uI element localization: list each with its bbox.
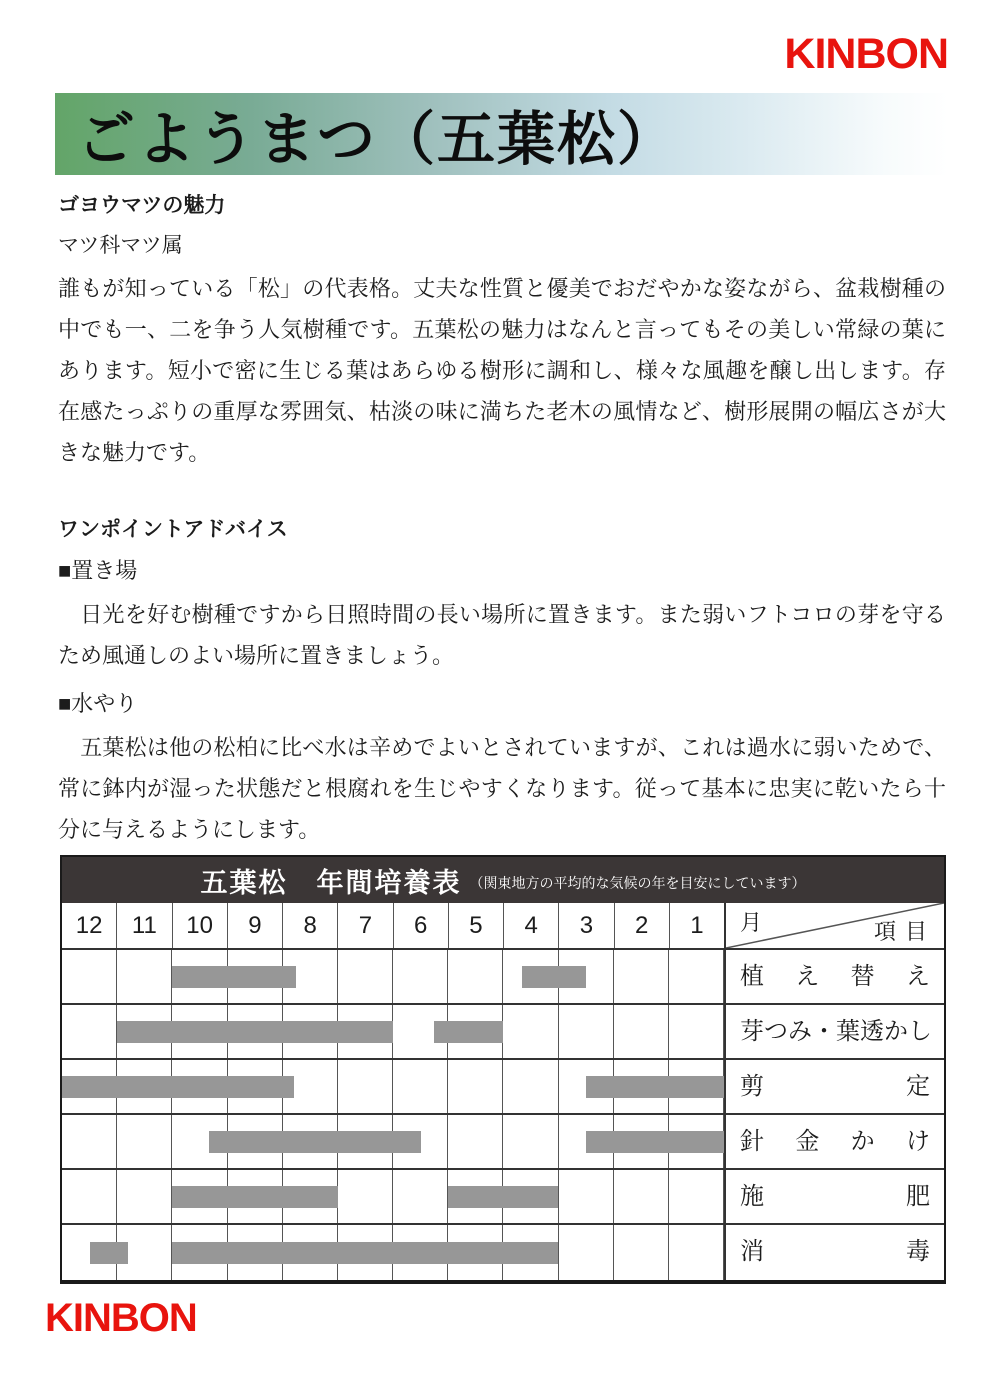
calendar-row [62,1005,944,1060]
intro-heading: ゴヨウマツの魅力 [58,194,226,217]
kinbon-logo-top: KINBON [784,30,948,78]
cultivation-calendar-table [60,855,946,1284]
calendar-cell [448,1115,503,1168]
calendar-cell [559,1225,614,1280]
calendar-row [62,1170,944,1225]
calendar-row [62,1115,944,1170]
calendar-activity-bar [90,1242,129,1264]
calendar-activity-bar [117,1021,393,1043]
calendar-activity-bar [172,1186,338,1208]
calendar-row-track [62,1115,724,1168]
calendar-activity-bar [434,1021,503,1043]
calendar-activity-bar [172,1242,558,1264]
calendar-subtitle: （関東地方の平均的な気候の年を目安にしています） [469,875,806,891]
calendar-month-11: 11 [117,903,172,948]
calendar-row-label: 針金かけ [724,1115,944,1168]
calendar-cell [62,1005,117,1058]
advice-subheading-placement: ■置き場 [58,558,138,583]
advice-heading: ワンポイントアドバイス [58,518,288,541]
calendar-cell [393,1060,448,1113]
calendar-month-5: 5 [449,903,504,948]
calendar-month-6: 6 [394,903,449,948]
calendar-cell [669,950,724,1003]
advice-paragraph-placement: 日光を好む樹種ですから日照時間の長い場所に置きます。また弱いフトコロの芽を守るため風通しのよい場所に置きましょう。 [58,602,946,668]
calendar-months [62,903,724,948]
calendar-cell [614,950,669,1003]
calendar-month-3: 3 [559,903,614,948]
calendar-cell [62,1170,117,1223]
kinbon-logo-bottom: KINBON [45,1296,197,1340]
calendar-cell [448,950,503,1003]
calendar-month-2: 2 [615,903,670,948]
calendar-row-track [62,1060,724,1113]
calendar-corner-cell [724,903,944,948]
calendar-row-label: 施肥 [724,1170,944,1223]
calendar-cell [669,1170,724,1223]
calendar-row-track [62,950,724,1003]
calendar-cell [117,1115,172,1168]
calendar-month-7: 7 [338,903,393,948]
calendar-row [62,1060,944,1115]
calendar-activity-bar [172,966,296,988]
calendar-month-12: 12 [62,903,117,948]
calendar-rows [62,950,944,1280]
calendar-cell [338,1060,393,1113]
calendar-cell [338,950,393,1003]
calendar-cell [503,1005,558,1058]
calendar-cell [338,1170,393,1223]
calendar-cell [117,1170,172,1223]
calendar-cell [614,1005,669,1058]
corner-item-label: 項目 [873,919,936,944]
calendar-cell [62,950,117,1003]
calendar-cell [448,1060,503,1113]
calendar-row [62,1225,944,1280]
calendar-title: 五葉松 年間培養表 [200,867,462,898]
calendar-cell [503,1060,558,1113]
calendar-month-1: 1 [690,911,704,939]
calendar-cell [669,1005,724,1058]
calendar-cell [393,1170,448,1223]
calendar-cell [614,1170,669,1223]
calendar-month-10: 10 [173,903,228,948]
calendar-cell [393,950,448,1003]
title-banner [55,93,948,175]
calendar-row-track [62,1170,724,1223]
page-title: ごようまつ（五葉松） [77,107,678,172]
calendar-row [62,950,944,1005]
calendar-title-bar [62,857,944,903]
calendar-cell [62,1115,117,1168]
calendar-month-8: 8 [283,903,338,948]
advice-paragraph-watering: 五葉松は他の松柏に比べ水は辛めでよいとされていますが、これは過水に弱いためで、常に鉢内が湿った状態だと根腐れを生じやすくなります。従って基本に忠実に乾いたら十分に与えるようにします。 [58,735,946,842]
calendar-month-9: 9 [228,903,283,948]
advice-subheading-watering: ■水やり [58,691,138,716]
calendar-activity-bar [522,966,587,988]
calendar-activity-bar [586,1076,724,1098]
corner-month-label: 月 [740,910,763,935]
calendar-activity-bar [586,1131,724,1153]
body-content [58,193,946,850]
calendar-row-label: 消毒 [724,1225,944,1280]
calendar-month-header-row [62,903,944,950]
calendar-activity-bar [209,1131,420,1153]
calendar-row-label: 芽つみ・葉透かし [724,1005,946,1058]
taxonomy-line: マツ科マツ属 [58,234,183,257]
calendar-cell [669,1225,724,1280]
calendar-cell [117,950,172,1003]
calendar-row-label: 剪定 [724,1060,944,1113]
calendar-row-track [62,1225,724,1280]
calendar-cell [614,1225,669,1280]
calendar-activity-bar [448,1186,558,1208]
calendar-row-track [62,1005,724,1058]
intro-paragraph: 誰もが知っている「松」の代表格。丈夫な性質と優美でおだやかな姿ながら、盆栽樹種の中でも一、二を争う人気樹種です。五葉松の魅力はなんと言ってもその美しい常緑の葉にあります。短小で密に生じる葉はあらゆる樹形に調和し、様々な風趣を醸し出します。存在感たっぷりの重厚な雰囲気、枯淡の味に満ちた老木の風情など、樹形展開の幅広さが大きな魅力です。 [58,276,946,465]
calendar-cell [559,1005,614,1058]
calendar-row-label: 植え替え [724,950,944,1003]
calendar-activity-bar [62,1076,294,1098]
calendar-cell [503,1115,558,1168]
calendar-month-4: 4 [504,903,559,948]
calendar-cell [559,1170,614,1223]
